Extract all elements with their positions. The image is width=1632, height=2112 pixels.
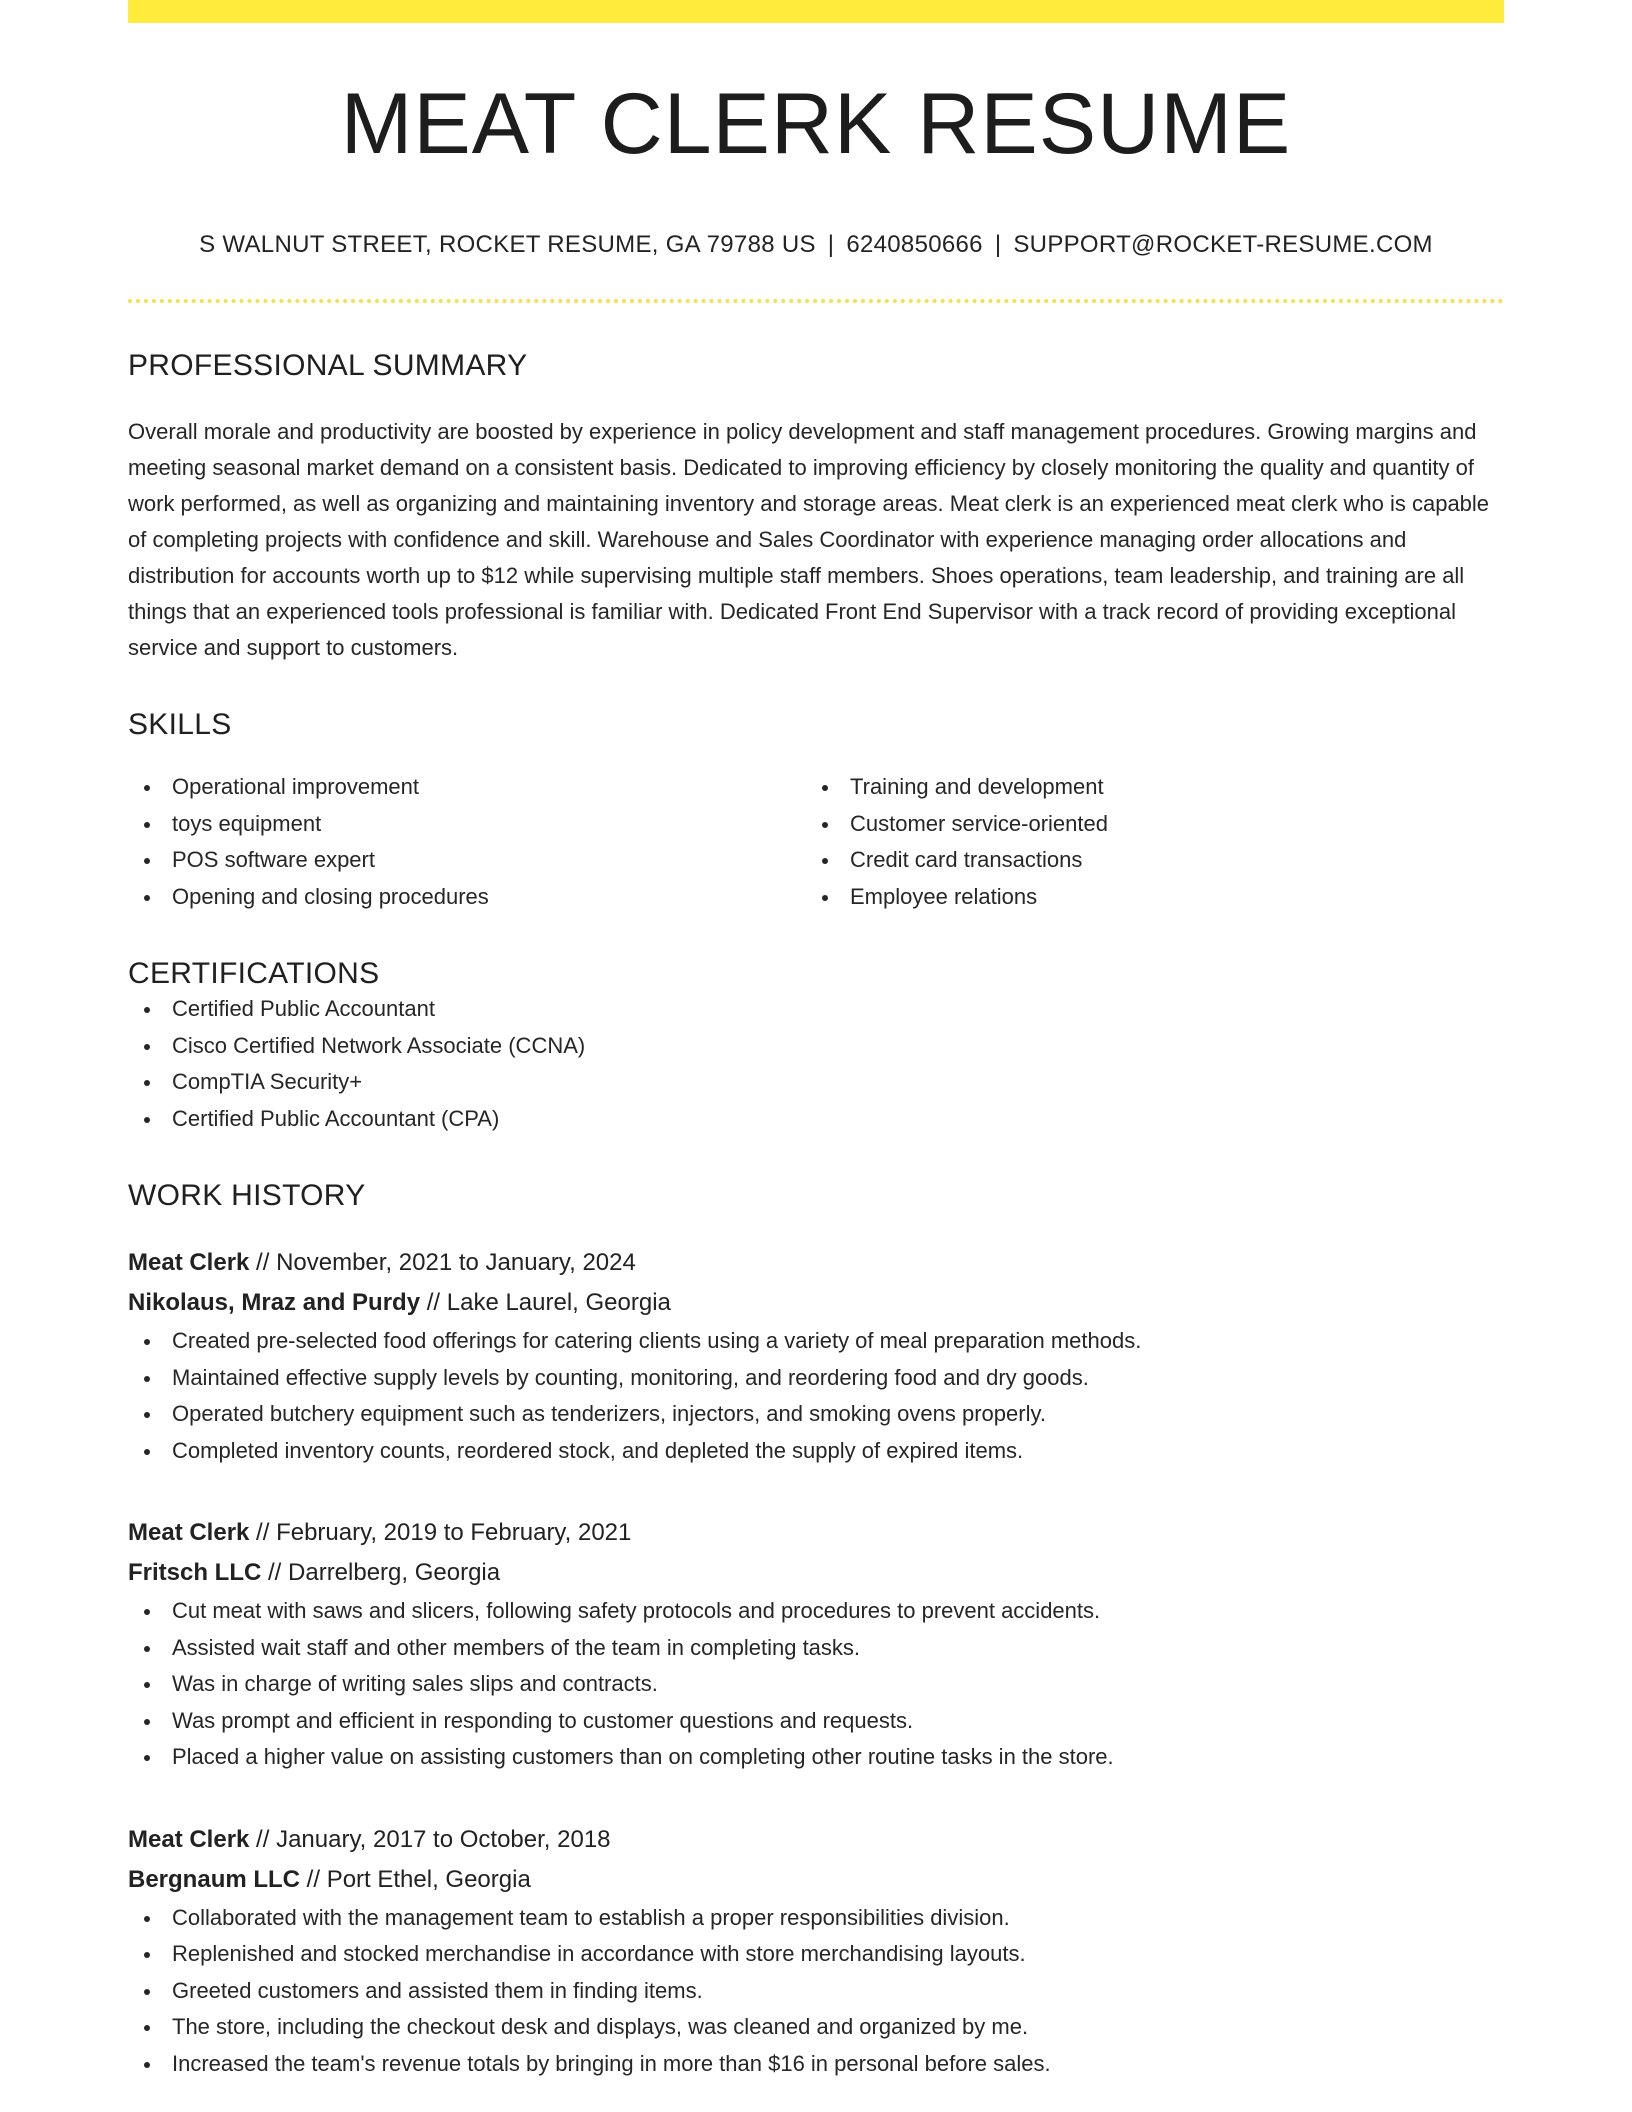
job-delimiter: //: [300, 1865, 327, 1893]
job-delimiter: //: [249, 1825, 277, 1853]
job-dates: November, 2021 to January, 2024: [276, 1249, 636, 1276]
job-duty: Maintained effective supply levels by counting, monitoring, and reordering food and dry goods.: [128, 1360, 1504, 1397]
job-duty: Collaborated with the management team to establish a proper responsibilities division.: [128, 1900, 1504, 1937]
job-delimiter: //: [249, 1519, 277, 1546]
skill-item: Training and development: [806, 769, 1484, 806]
skill-item: Employee relations: [806, 879, 1484, 916]
contact-separator: |: [827, 231, 835, 258]
job-title-line: [128, 1820, 1504, 1860]
job-dates: January, 2017 to October, 2018: [276, 1825, 611, 1853]
job-entry: [128, 1513, 1504, 1776]
job-duty: Completed inventory counts, reordered stock, and depleted the supply of expired items.: [128, 1433, 1504, 1470]
job-company-line: [128, 1553, 1504, 1593]
skills-column-right: [806, 769, 1484, 915]
certifications-list: [128, 991, 1504, 1137]
job-company: Nikolaus, Mraz and Purdy: [128, 1289, 421, 1316]
skills-list-right: [806, 769, 1484, 915]
job-entry: [128, 1820, 1504, 2083]
job-title: Meat Clerk: [128, 1519, 250, 1546]
job-location: Darrelberg, Georgia: [288, 1559, 501, 1586]
contact-phone: 6240850666: [846, 231, 983, 258]
contact-separator: |: [994, 231, 1002, 258]
job-location: Lake Laurel, Georgia: [446, 1289, 671, 1316]
job-entry: [128, 1243, 1504, 1469]
job-duty: Cut meat with saws and slicers, following safety protocols and procedures to prevent accidents.: [128, 1593, 1504, 1630]
job-title-line: [128, 1243, 1504, 1283]
job-duties-list: [128, 1593, 1504, 1776]
skill-item: Credit card transactions: [806, 842, 1484, 879]
contact-line: [128, 231, 1504, 259]
job-title: Meat Clerk: [128, 1249, 250, 1276]
resume-title: MEAT CLERK RESUME: [340, 76, 1292, 172]
skills-heading: SKILLS: [128, 708, 232, 741]
job-duty: Replenished and stocked merchandise in accordance with store merchandising layouts.: [128, 1936, 1504, 1973]
summary-heading: PROFESSIONAL SUMMARY: [128, 349, 528, 382]
skill-item: Opening and closing procedures: [128, 879, 806, 916]
job-company: Bergnaum LLC: [128, 1865, 301, 1893]
job-dates: February, 2019 to February, 2021: [276, 1519, 632, 1546]
contact-email: SUPPORT@ROCKET-RESUME.COM: [1013, 231, 1433, 258]
job-duty: Increased the team's revenue totals by bringing in more than $16 in personal before sales.: [128, 2046, 1504, 2083]
job-delimiter: //: [261, 1559, 289, 1586]
job-duty: Placed a higher value on assisting customers than on completing other routine tasks in the store.: [128, 1739, 1504, 1776]
skills-column-left: [128, 769, 806, 915]
skills-list-left: [128, 769, 806, 915]
skills-grid: [128, 769, 1504, 915]
job-company: Fritsch LLC: [128, 1559, 262, 1586]
job-title: Meat Clerk: [128, 1825, 250, 1853]
dotted-divider: [128, 299, 1504, 303]
job-duties-list: [128, 1323, 1504, 1469]
job-duty: The store, including the checkout desk and displays, was cleaned and organized by me.: [128, 2009, 1504, 2046]
accent-bar: [128, 0, 1504, 23]
job-duty: Assisted wait staff and other members of the team in completing tasks.: [128, 1630, 1504, 1667]
job-location: Port Ethel, Georgia: [326, 1865, 531, 1893]
skill-item: POS software expert: [128, 842, 806, 879]
job-delimiter: //: [420, 1289, 447, 1316]
certification-item: CompTIA Security+: [128, 1064, 1504, 1101]
resume-page: [128, 0, 1504, 2082]
certification-item: Certified Public Accountant (CPA): [128, 1101, 1504, 1138]
job-duty: Operated butchery equipment such as tenderizers, injectors, and smoking ovens properly.: [128, 1396, 1504, 1433]
skill-item: Operational improvement: [128, 769, 806, 806]
certification-item: Cisco Certified Network Associate (CCNA): [128, 1028, 1504, 1065]
contact-address: S WALNUT STREET, ROCKET RESUME, GA 79788 US: [199, 231, 816, 258]
job-duty: Greeted customers and assisted them in finding items.: [128, 1973, 1504, 2010]
job-duty: Was in charge of writing sales slips and contracts.: [128, 1666, 1504, 1703]
summary-text: Overall morale and productivity are boosted by experience in policy development and staff management procedures. Growing margins and meeting seasonal market demand on a consistent basis. Dedicated to improving efficiency by closely monitoring the quality and quantity of work performed, as well as organizing and maintaining inventory and storage areas. Meat clerk is an experienced meat clerk who is capable of completing projects with confidence and skill. Warehouse and Sales Coordinator with experience managing order allocations and distribution for accounts worth up to $12 while supervising multiple staff members. Shoes operations, team leadership, and training are all things that an experienced tools professional is familiar with. Dedicated Front End Supervisor with a track record of providing exceptional service and support to customers.: [128, 419, 1490, 660]
certification-item: Certified Public Accountant: [128, 991, 1504, 1028]
job-company-line: [128, 1860, 1504, 1900]
skill-item: toys equipment: [128, 806, 806, 843]
certifications-heading: CERTIFICATIONS: [128, 957, 380, 990]
skill-item: Customer service-oriented: [806, 806, 1484, 843]
job-title-line: [128, 1513, 1504, 1553]
job-delimiter: //: [249, 1249, 277, 1276]
job-duties-list: [128, 1900, 1504, 2083]
job-duty: Created pre-selected food offerings for catering clients using a variety of meal preparation methods.: [128, 1323, 1504, 1360]
work-history-heading: WORK HISTORY: [128, 1179, 366, 1212]
job-company-line: [128, 1283, 1504, 1323]
job-duty: Was prompt and efficient in responding to customer questions and requests.: [128, 1703, 1504, 1740]
